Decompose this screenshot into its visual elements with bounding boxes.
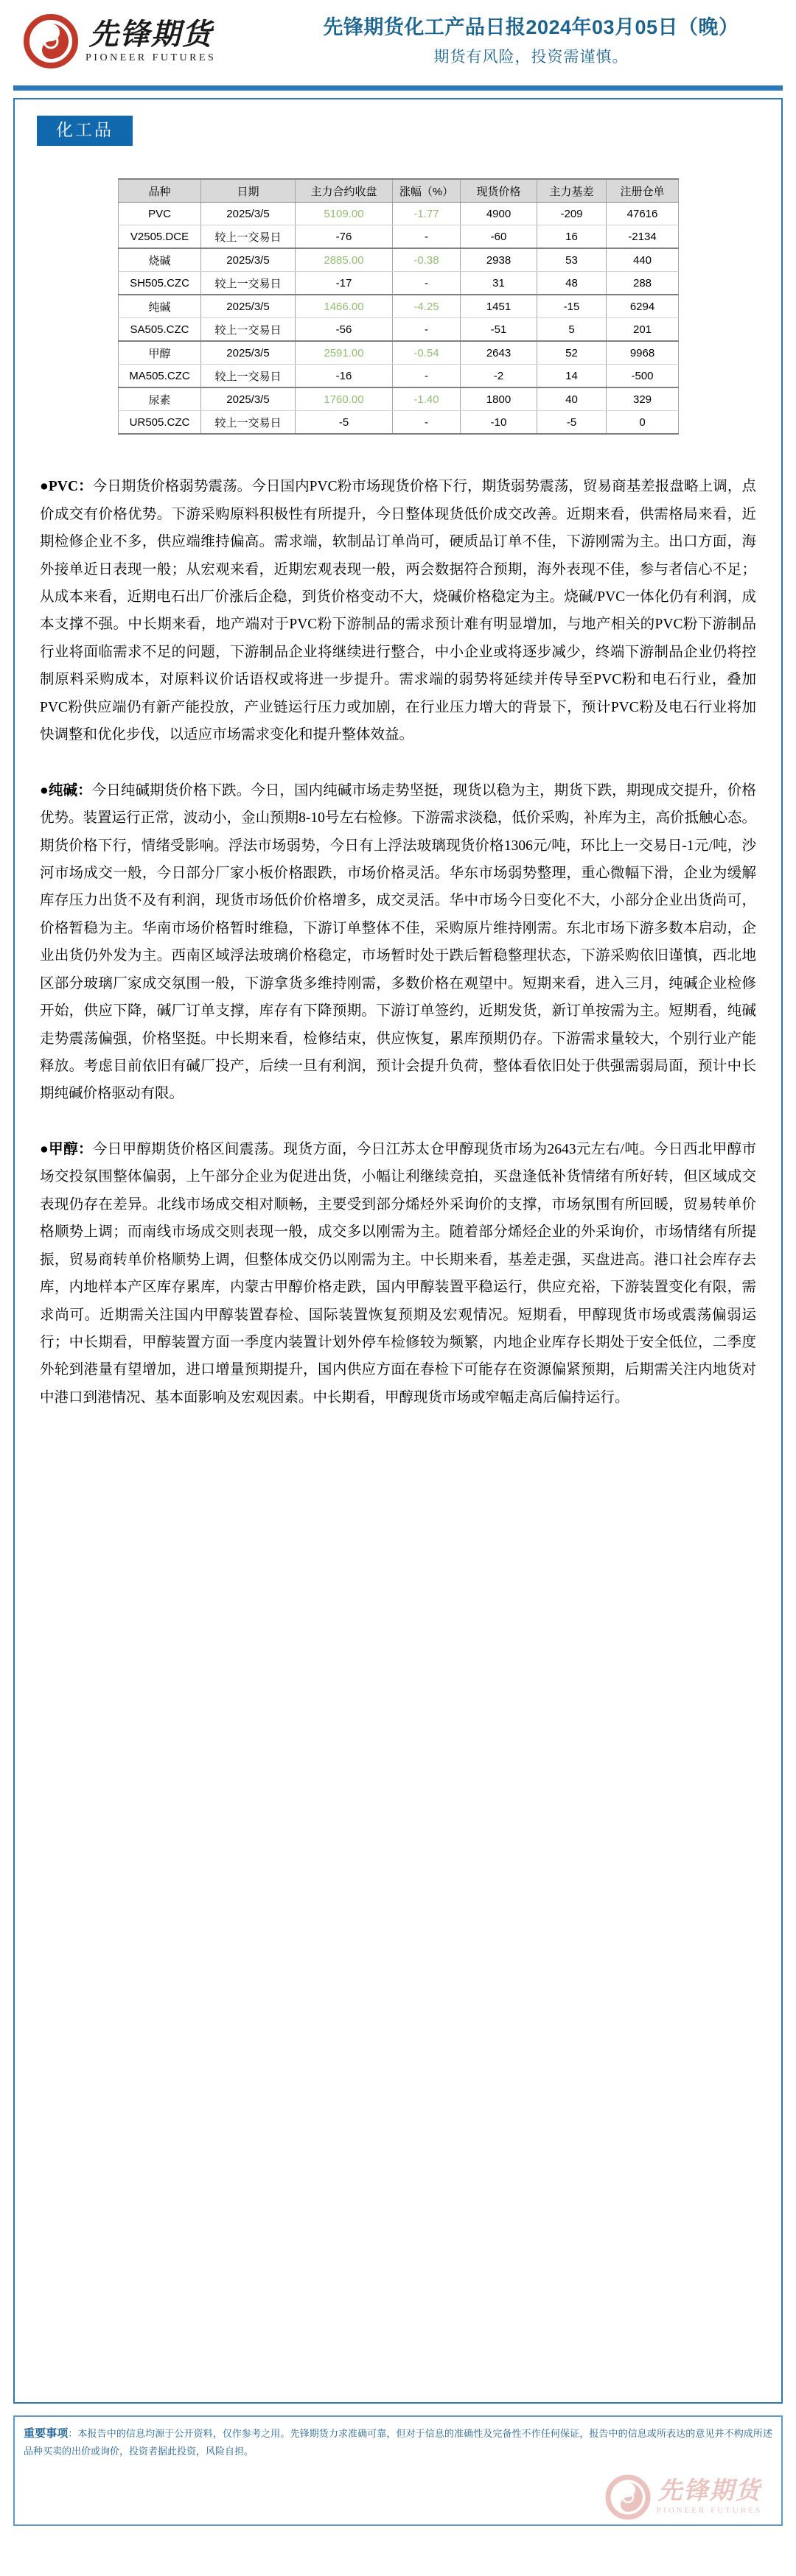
pioneer-futures-watermark-icon	[605, 2474, 651, 2520]
cell-change: -0.38	[393, 248, 461, 272]
table-row	[119, 365, 679, 388]
cell-spot: 4900	[461, 203, 537, 225]
brand-name-cn: 先锋期货	[88, 17, 213, 51]
cell-spot: 1800	[461, 387, 537, 411]
cell-date: 较上一交易日	[201, 318, 296, 342]
cell-date: 较上一交易日	[201, 272, 296, 295]
risk-disclaimer-subtitle: 期货有风险，投资需谨慎。	[433, 48, 629, 66]
quote-table-wrapper	[118, 178, 678, 435]
cell-spot: -10	[461, 411, 537, 435]
cell-close: -16	[296, 365, 393, 388]
cell-close: 1760.00	[296, 387, 393, 411]
paragraph-body: 今日期货价格弱势震荡。今日国内PVC粉市场现货价格下行，期货弱势震荡，贸易商基差报盘略上调，点价成交有价格优势。下游采购原料积极性有所提升，今日整体现货低价成交改善。近期来看，供需格局来看，近期检修企业不多，供应端维持偏高。需求端，软制品订单尚可，硬质品订单不佳，下游刚需为主。出口方面，海外接单近日表现一般；从宏观来看，近期宏观表现一般，两会数据符合预期，海外表现不佳，参与者信心不足；从成本来看，近期电石出厂价涨后企稳，到货价格变动不大，烧碱价格稳定为主。烧碱/PVC一体化仍有利润，成本支撑不强。中长期来看，地产端对于PVC粉下游制品的需求预计难有明显增加，与地产相关的PVC粉下游制品行业将面临需求不足的问题，下游制品企业将继续进行整合，中小企业或将逐步减少，终端下游制品企业仍将控制原料采购成本，对原料议价话语权或将进一步提升。需求端的弱势将延续并传导至PVC粉和电石行业，叠加PVC粉供应端仍有新产能投放，产业链运行压力或加剧，在行业压力增大的背景下，预计PVC粉及电石行业将加快调整和优化步伐，以适应市场需求变化和提升整体效益。	[40, 479, 757, 743]
pioneer-futures-logo-icon	[24, 14, 78, 69]
col-header-date: 日期	[201, 179, 296, 203]
table-row	[119, 318, 679, 342]
col-header-warrant: 注册仓单	[607, 179, 679, 203]
cell-warrant: -500	[607, 365, 679, 388]
paragraph-label: 纯碱：	[48, 782, 92, 799]
col-header-spot: 现货价格	[461, 179, 537, 203]
variety-name: 甲醇	[119, 341, 201, 365]
cell-warrant: 6294	[607, 295, 679, 318]
footer-disclaimer-text	[24, 2424, 772, 2460]
analysis-paragraph-soda-ash	[40, 777, 756, 1108]
section-tag-chemicals: 化工品	[37, 116, 133, 146]
cell-change: -	[393, 272, 461, 295]
table-header-row	[119, 179, 679, 203]
table-row	[119, 387, 679, 411]
col-header-change: 涨幅（%）	[393, 179, 461, 203]
quote-table-body	[119, 203, 679, 435]
table-row	[119, 341, 679, 365]
cell-close: -56	[296, 318, 393, 342]
cell-change: -1.40	[393, 387, 461, 411]
cell-spot: -60	[461, 225, 537, 249]
cell-date: 2025/3/5	[201, 295, 296, 318]
brand-wordmark	[85, 17, 217, 63]
bullet-icon: ●	[40, 1141, 49, 1157]
important-label: 重要事项	[24, 2427, 69, 2440]
variety-code: MA505.CZC	[119, 365, 201, 388]
cell-basis: 16	[537, 225, 607, 249]
analysis-article	[40, 473, 756, 1411]
cell-warrant: 288	[607, 272, 679, 295]
cell-basis: 14	[537, 365, 607, 388]
cell-close: -76	[296, 225, 393, 249]
cell-change: -	[393, 365, 461, 388]
cell-warrant: 440	[607, 248, 679, 272]
variety-code: UR505.CZC	[119, 411, 201, 435]
brand-block	[24, 14, 285, 69]
table-row	[119, 248, 679, 272]
cell-close: 1466.00	[296, 295, 393, 318]
cell-basis: 48	[537, 272, 607, 295]
watermark-wordmark	[657, 2480, 762, 2515]
quote-table	[118, 178, 679, 435]
cell-change: -1.77	[393, 203, 461, 225]
cell-warrant: 47616	[607, 203, 679, 225]
table-row	[119, 272, 679, 295]
cell-change: -	[393, 225, 461, 249]
brand-name-en: PIONEER FUTURES	[85, 52, 217, 63]
analysis-paragraph-methanol	[40, 1136, 756, 1411]
cell-change: -0.54	[393, 341, 461, 365]
cell-change: -	[393, 318, 461, 342]
table-row	[119, 411, 679, 435]
cell-basis: -5	[537, 411, 607, 435]
cell-date: 较上一交易日	[201, 411, 296, 435]
cell-close: 5109.00	[296, 203, 393, 225]
cell-warrant: 329	[607, 387, 679, 411]
cell-basis: 53	[537, 248, 607, 272]
cell-change: -	[393, 411, 461, 435]
variety-name: 尿素	[119, 387, 201, 411]
disclaimer-body: ：本报告中的信息均源于公开资料，仅作参考之用。先锋期货力求准确可靠，但对于信息的准确性及完备性不作任何保证，报告中的信息或所表达的意见并不构成所述品种买卖的出价或询价，投资者据此投资，风险自担。	[24, 2428, 772, 2457]
table-row	[119, 203, 679, 225]
cell-basis: 40	[537, 387, 607, 411]
cell-spot: -51	[461, 318, 537, 342]
table-row	[119, 295, 679, 318]
cell-warrant: 0	[607, 411, 679, 435]
watermark-logo	[605, 2474, 762, 2520]
cell-spot: 2643	[461, 341, 537, 365]
watermark-name-cn: 先锋期货	[657, 2478, 761, 2505]
cell-basis: 52	[537, 341, 607, 365]
cell-spot: 2938	[461, 248, 537, 272]
bullet-icon: ●	[40, 479, 49, 495]
analysis-paragraph-pvc	[40, 473, 756, 748]
cell-basis: -209	[537, 203, 607, 225]
report-body	[13, 98, 783, 2404]
cell-close: 2885.00	[296, 248, 393, 272]
cell-spot: -2	[461, 365, 537, 388]
cell-basis: -15	[537, 295, 607, 318]
col-header-basis: 主力基差	[537, 179, 607, 203]
watermark-name-en: PIONEER FUTURES	[656, 2506, 762, 2515]
col-header-variety: 品种	[119, 179, 201, 203]
document-header	[0, 0, 796, 83]
paragraph-label: PVC：	[48, 479, 93, 495]
cell-close: 2591.00	[296, 341, 393, 365]
cell-date: 2025/3/5	[201, 203, 296, 225]
variety-name: PVC	[119, 203, 201, 225]
paragraph-body: 今日纯碱期货价格下跌。今日，国内纯碱市场走势坚挺，现货以稳为主，期货下跌，期现成交提升，价格优势。装置运行正常，波动小，金山预期8-10号左右检修。下游需求淡稳，低价采购，补库为主，高价抵触心态。期货价格下行，情绪受影响。浮法市场弱势，今日有上浮法玻璃现货价格1306元/吨，环比上一交易日-1元/吨，沙河市场成交一般，今日部分厂家小板价格跟跌，市场价格灵活。华东市场弱势整理，重心微幅下滑，企业为缓解库存压力出货不及有利润，现货市场低价价格增多，成交灵活。华中市场今日变化不大，小部分企业出货尚可，价格暂稳为主。华南市场价格暂时维稳，下游订单整体不佳，采购原片维持刚需。东北市场下游多数本启动，企业出货仍外发为主。西南区域浮法玻璃价格稳定，市场暂时处于跌后暂稳整理状态，下游采购依旧谨慎，西北地区部分玻璃厂家成交氛围一般，下游拿货多维持刚需，多数价格在观望中。短期来看，进入三月，纯碱企业检修开始，供应下降，碱厂订单支撑，库存有下降预期。下游订单签约，近期发货，新订单按需为主。短期看，纯碱走势震荡偏强，价格坚挺。中长期来看，检修结束，供应恢复，累库预期仍存。下游需求量较大，个别行业产能释放。考虑目前依旧有碱厂投产，后续一旦有利润，预计会提升负荷，整体看依旧处于供强需弱局面，预计中长期纯碱价格驱动有限。	[40, 782, 756, 1102]
col-header-close: 主力合约收盘	[296, 179, 393, 203]
header-divider	[13, 85, 783, 91]
cell-close: -17	[296, 272, 393, 295]
paragraph-label: 甲醇：	[49, 1141, 93, 1157]
cell-date: 2025/3/5	[201, 248, 296, 272]
cell-date: 较上一交易日	[201, 365, 296, 388]
cell-change: -4.25	[393, 295, 461, 318]
footer-disclaimer-box	[13, 2415, 783, 2526]
variety-code: SH505.CZC	[119, 272, 201, 295]
variety-name: 烧碱	[119, 248, 201, 272]
cell-basis: 5	[537, 318, 607, 342]
cell-date: 2025/3/5	[201, 387, 296, 411]
variety-code: SA505.CZC	[119, 318, 201, 342]
paragraph-body: 今日甲醇期货价格区间震荡。现货方面，今日江苏太仓甲醇现货市场为2643元左右/吨。今日西北甲醇市场交投氛围整体偏弱，上午部分企业为促进出货，小幅让利继续竞拍，买盘逢低补货情绪有所好转，但区域成交表现仍存在差异。北线市场成交相对顺畅，主要受到部分烯烃外采询价的支撑，市场氛围有所回暖，贸易转单价格顺势上调；而南线市场成交则表现一般，成交多以刚需为主。随着部分烯烃企业的外采询价，市场情绪有所提振，贸易商转单价格顺势上调，但整体成交仍以刚需为主。中长期来看，基差走强，买盘进高。港口社会库存去库，内地样本产区库存累库，内蒙古甲醇价格走跌，国内甲醇装置平稳运行，供应充裕，下游装置变化有限，需求尚可。近期需关注国内甲醇装置春检、国际装置恢复预期及宏观情况。短期看，甲醇现货市场或震荡偏弱运行；中长期看，甲醇装置方面一季度内装置计划外停车检修较为频繁，内地企业库存长期处于安全低位，二季度外轮到港量有望增加，进口增量预期提升，国内供应方面在春检下可能存在资源偏紧预期，后期需关注内地货对中港口到港情况、基本面影响及宏观因素。中长期看，甲醇现货市场或窄幅走高后偏持运行。	[40, 1141, 756, 1405]
cell-warrant: 201	[607, 318, 679, 342]
cell-warrant: 9968	[607, 341, 679, 365]
cell-date: 较上一交易日	[201, 225, 296, 249]
table-row	[119, 225, 679, 249]
cell-date: 2025/3/5	[201, 341, 296, 365]
cell-spot: 1451	[461, 295, 537, 318]
bullet-icon: ●	[40, 782, 49, 799]
cell-warrant: -2134	[607, 225, 679, 249]
page-title: 先锋期货化工产品日报2024年03月05日（晚）	[323, 15, 739, 38]
variety-code: V2505.DCE	[119, 225, 201, 249]
cell-spot: 31	[461, 272, 537, 295]
cell-close: -5	[296, 411, 393, 435]
header-titles	[285, 15, 796, 68]
variety-name: 纯碱	[119, 295, 201, 318]
